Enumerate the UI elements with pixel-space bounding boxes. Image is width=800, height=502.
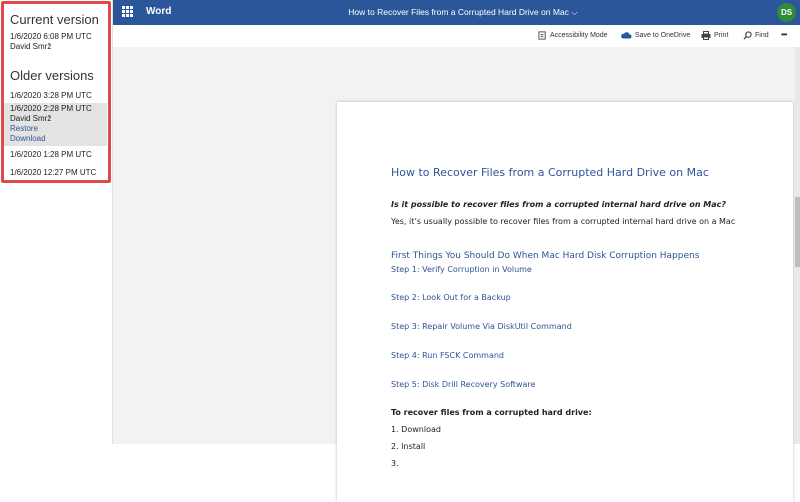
current-version-entry[interactable] [3, 32, 107, 52]
recover-heading: To recover files from a corrupted hard drive: [391, 408, 592, 417]
step-item: Step 5: Disk Drill Recovery Software [391, 380, 536, 389]
document-canvas[interactable] [113, 47, 800, 468]
list-item: 2. Install [391, 442, 426, 451]
version-author: David Smrž [10, 114, 52, 123]
document-title-dropdown[interactable] [313, 7, 613, 18]
cloud-icon [620, 31, 632, 39]
chevron-down-icon: ⌵ [571, 7, 578, 17]
download-link[interactable]: Download [10, 134, 46, 143]
current-version-heading: Current version [10, 12, 99, 27]
version-timestamp: 1/6/2020 3:28 PM UTC [10, 91, 92, 100]
version-history-panel [0, 0, 113, 444]
older-version-entry[interactable] [3, 168, 107, 178]
user-avatar[interactable]: DS [777, 3, 796, 22]
document-question: Is it possible to recover files from a corrupted internal hard drive on Mac? [391, 200, 727, 209]
document-subheading: First Things You Should Do When Mac Hard Disk Corruption Happens [391, 251, 700, 261]
find-button[interactable]: Find [743, 31, 769, 40]
document-title: How to Recover Files from a Corrupted Hard Drive on Mac [348, 7, 569, 17]
document-toolbar [113, 25, 800, 47]
vertical-scrollbar[interactable] [795, 47, 800, 444]
document-page[interactable] [337, 102, 793, 502]
step-item: Step 4: Run FSCK Command [391, 351, 504, 360]
list-item: 3. [391, 459, 399, 468]
older-version-entry-selected[interactable] [3, 103, 107, 146]
version-timestamp: 1/6/2020 1:28 PM UTC [10, 150, 92, 159]
more-options-button[interactable]: ••• [781, 30, 787, 39]
print-button[interactable]: Print [701, 31, 728, 40]
restore-link[interactable]: Restore [10, 124, 39, 133]
older-versions-heading: Older versions [10, 68, 94, 83]
version-timestamp: 1/6/2020 12:27 PM UTC [10, 168, 97, 177]
step-item: Step 1: Verify Corruption in Volume [391, 265, 532, 274]
step-item: Step 3: Repair Volume Via DiskUtil Command [391, 322, 572, 331]
accessibility-icon [538, 31, 547, 40]
version-timestamp: 1/6/2020 6:08 PM UTC [10, 32, 92, 41]
save-to-onedrive-button[interactable]: Save to OneDrive [620, 31, 690, 39]
printer-icon [701, 31, 711, 40]
word-title-bar [113, 0, 800, 25]
version-timestamp: 1/6/2020 2:28 PM UTC [10, 104, 92, 113]
older-version-entry[interactable] [3, 91, 107, 101]
scrollbar-thumb[interactable] [795, 197, 800, 267]
step-item: Step 2: Look Out for a Backup [391, 293, 511, 302]
app-launcher-icon[interactable] [122, 6, 133, 17]
list-item: 1. Download [391, 425, 441, 434]
search-icon [743, 31, 752, 40]
app-name[interactable]: Word [146, 6, 172, 17]
document-answer: Yes, it’s usually possible to recover files from a corrupted internal hard drive on a Mac [391, 217, 736, 226]
document-heading: How to Recover Files from a Corrupted Hard Drive on Mac [391, 166, 709, 179]
version-author: David Smrž [10, 42, 52, 51]
accessibility-mode-button[interactable]: Accessibility Mode [538, 31, 608, 40]
older-version-entry[interactable] [3, 150, 107, 160]
